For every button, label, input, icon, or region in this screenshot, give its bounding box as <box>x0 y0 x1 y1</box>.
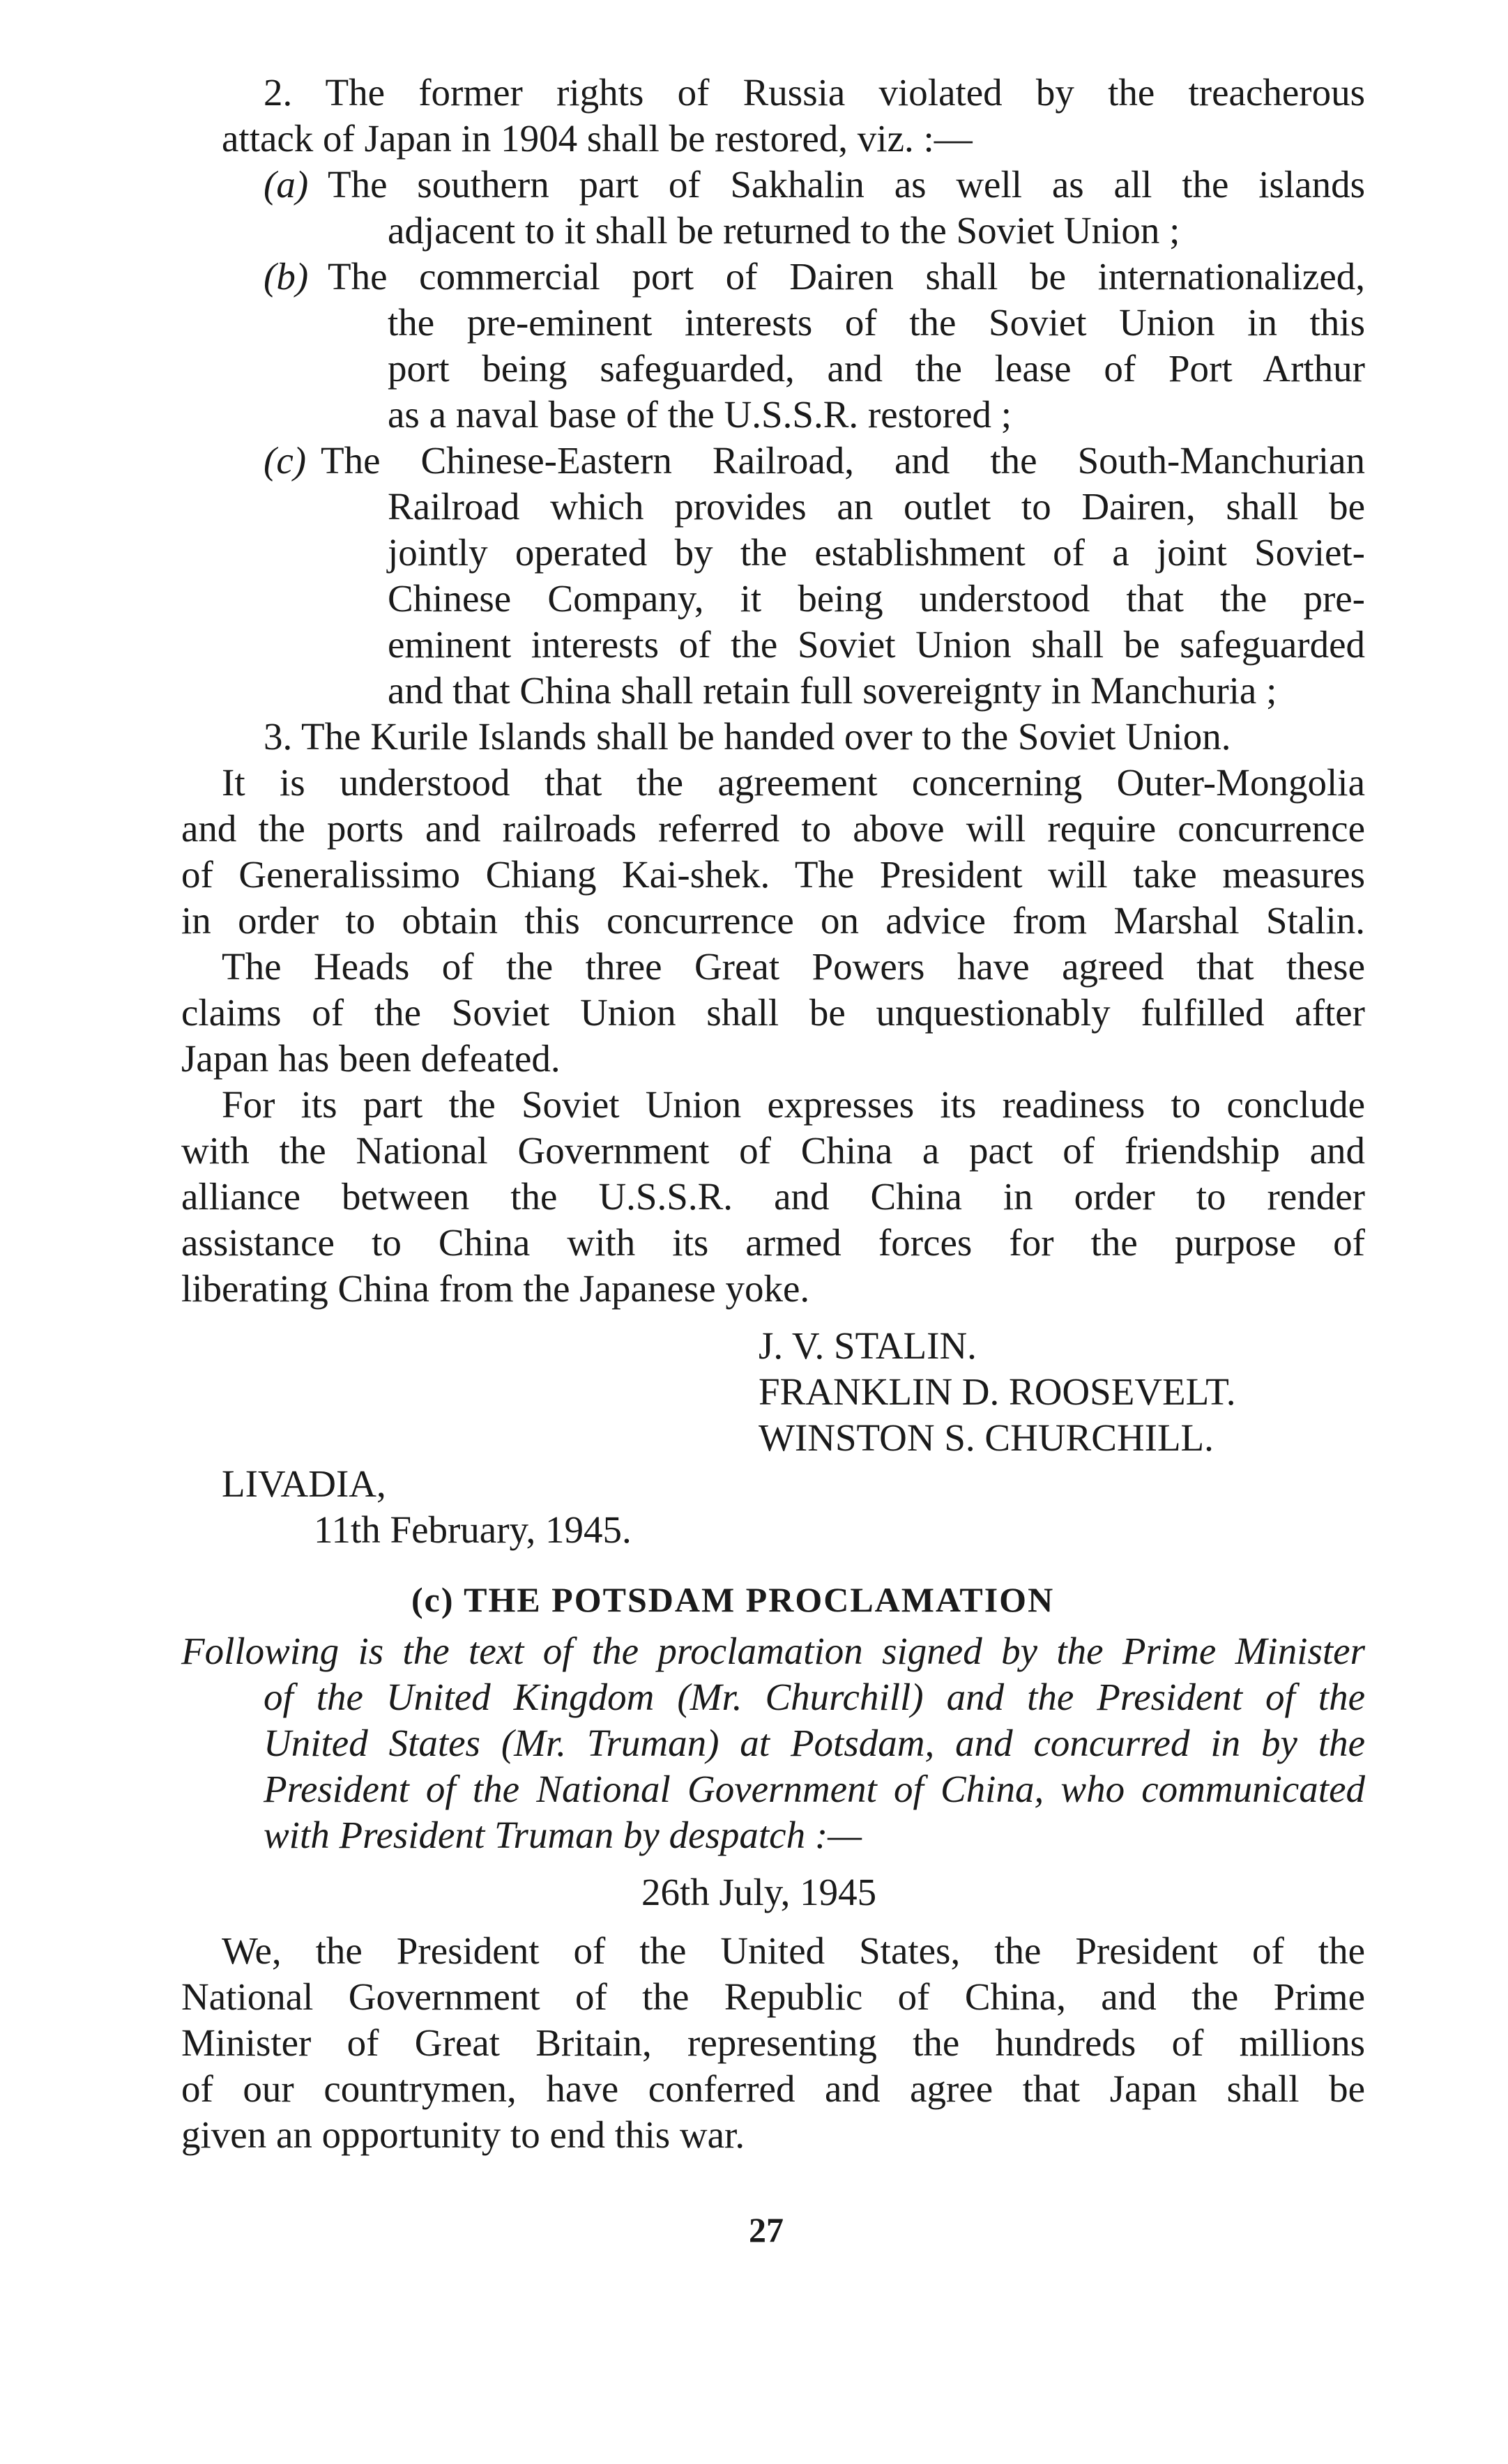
para-understood-line-1: It is understood that the agreement concerning Outer-Mongolia <box>222 761 1365 804</box>
signatory-roosevelt: FRANKLIN D. ROOSEVELT. <box>759 1370 1236 1413</box>
item-a-line-2: adjacent to it shall be returned to the Soviet Union ; <box>388 209 1180 252</box>
item-c-label: (c) <box>264 439 307 482</box>
intro-line-4: President of the National Government of China, who communicated <box>264 1768 1365 1810</box>
item-b-label: (b) <box>264 255 309 298</box>
section-2-line-2: attack of Japan in 1904 shall be restored, viz. :— <box>222 117 973 160</box>
para-soviet-line-4: assistance to China with its armed forces for the purpose of <box>181 1221 1365 1264</box>
date-signed: 11th February, 1945. <box>314 1508 632 1551</box>
place-livadia: LIVADIA, <box>222 1462 386 1505</box>
section-3-line-1: 3. The Kurile Islands shall be handed over to the Soviet Union. <box>264 715 1231 758</box>
item-c-line-3: jointly operated by the establishment of a joint Soviet- <box>388 531 1365 574</box>
signatory-stalin: J. V. STALIN. <box>759 1324 977 1367</box>
intro-line-2: of the United Kingdom (Mr. Churchill) and the President of the <box>264 1676 1365 1718</box>
para-understood-line-3: of Generalissimo Chiang Kai-shek. The President will take measures <box>181 853 1365 896</box>
section-2-line-1: 2. The former rights of Russia violated by the treacherous <box>264 71 1365 114</box>
proclamation-date: 26th July, 1945 <box>641 1871 877 1913</box>
signatory-churchill: WINSTON S. CHURCHILL. <box>759 1416 1214 1459</box>
intro-line-3: United States (Mr. Truman) at Potsdam, and concurred in by the <box>264 1722 1365 1764</box>
proclamation-line-1: We, the President of the United States, the President of the <box>222 1929 1365 1972</box>
proclamation-line-5: given an opportunity to end this war. <box>181 2113 745 2156</box>
item-c-line-1: The Chinese-Eastern Railroad, and the South-Manchurian <box>321 439 1365 482</box>
item-b-line-4: as a naval base of the U.S.S.R. restored ; <box>388 393 1012 436</box>
para-heads-line-2: claims of the Soviet Union shall be unquestionably fulfilled after <box>181 991 1365 1034</box>
para-soviet-line-1: For its part the Soviet Union expresses its readiness to conclude <box>222 1083 1365 1126</box>
para-soviet-line-2: with the National Government of China a pact of friendship and <box>181 1129 1365 1172</box>
proclamation-line-4: of our countrymen, have conferred and agree that Japan shall be <box>181 2067 1365 2110</box>
item-c-line-4: Chinese Company, it being understood that the pre- <box>388 577 1365 620</box>
proclamation-line-3: Minister of Great Britain, representing the hundreds of millions <box>181 2021 1365 2064</box>
item-c-line-2: Railroad which provides an outlet to Dairen, shall be <box>388 485 1365 528</box>
para-understood-line-2: and the ports and railroads referred to above will require concurrence <box>181 807 1365 850</box>
item-a-line-1: The southern part of Sakhalin as well as all the islands <box>328 163 1365 206</box>
item-b-line-2: the pre-eminent interests of the Soviet Union in this <box>388 301 1365 344</box>
intro-line-5: with President Truman by despatch :— <box>264 1814 862 1856</box>
page-number: 27 <box>749 2210 784 2249</box>
para-soviet-line-5: liberating China from the Japanese yoke. <box>181 1267 810 1310</box>
proclamation-line-2: National Government of the Republic of China, and the Prime <box>181 1975 1365 2018</box>
item-c-line-5: eminent interests of the Soviet Union shall be safeguarded <box>388 623 1365 666</box>
item-b-line-1: The commercial port of Dairen shall be internationalized, <box>328 255 1365 298</box>
para-understood-line-4: in order to obtain this concurrence on advice from Marshal Stalin. <box>181 899 1365 942</box>
para-heads-line-1: The Heads of the three Great Powers have agreed that these <box>222 945 1365 988</box>
para-heads-line-3: Japan has been defeated. <box>181 1037 561 1080</box>
item-b-line-3: port being safeguarded, and the lease of Port Arthur <box>388 347 1365 390</box>
para-soviet-line-3: alliance between the U.S.S.R. and China in order to render <box>181 1175 1365 1218</box>
intro-line-1: Following is the text of the proclamation signed by the Prime Minister <box>181 1630 1365 1672</box>
item-c-line-6: and that China shall retain full sovereignty in Manchuria ; <box>388 669 1277 712</box>
item-a-label: (a) <box>264 163 309 206</box>
section-heading: (c) THE POTSDAM PROCLAMATION <box>411 1580 1055 1619</box>
